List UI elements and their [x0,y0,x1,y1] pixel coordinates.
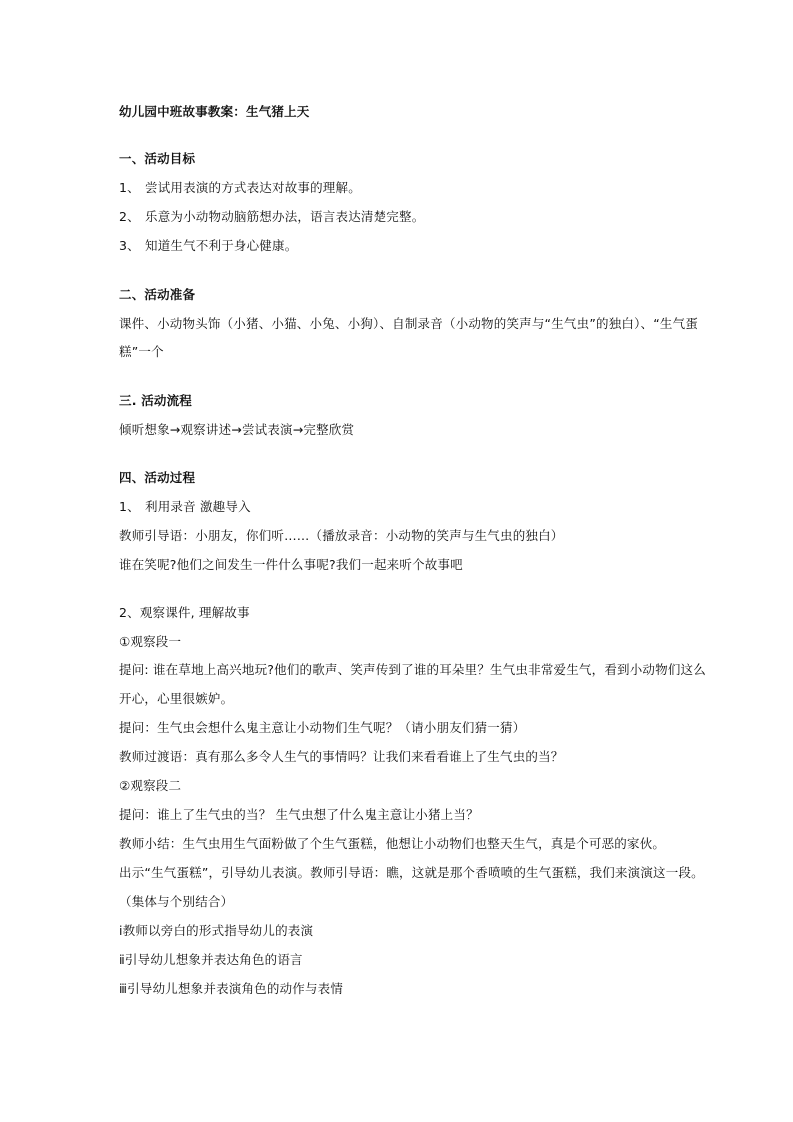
part-2-question: 提问：谁上了生气虫的当？ 生气虫想了什么鬼主意让小猪上当？ [119,807,479,822]
goal-item-3 [119,238,297,254]
section-heading-goals: 一、活动目标 [119,151,196,166]
section-heading-flow: 三. 活动流程 [119,393,193,408]
sub-item-ii: ⅱ引导幼儿想象并表达角色的语言 [119,952,303,967]
part-2-summary: 教师小结：生气虫用生气面粉做了个生气蛋糕，他想让小动物们也整天生气，真是个可恶的家伙。 [119,836,666,851]
goal-item-number: 2、 [119,209,140,224]
preparation-text-line-1: 课件、小动物头饰（小猪、小猫、小兔、小狗）、自制录音（小动物的笑声与“生气虫”的独白）、“生气蛋 [119,316,699,331]
story-question-text: 谁在笑呢?他们之间发生一件什么事呢?我们一起来听个故事吧 [119,557,463,572]
goal-item-text: 知道生气不利于身心健康。 [145,238,298,253]
observe-part-2-label: ②观察段二 [119,778,182,793]
teacher-intro-text: 教师引导语：小朋友，你们听……（播放录音：小动物的笑声与生气虫的独白） [119,528,564,543]
part-2-show-cake: 出示“生气蛋糕”，引导幼儿表演。教师引导语：瞧，这就是那个香喷喷的生气蛋糕，我们来演演这一段。 [119,865,704,880]
process-step-1 [119,499,251,515]
preparation-text-line-2: 糕”一个 [119,344,164,359]
goal-item-2 [119,209,424,225]
goal-item-number: 3、 [119,238,140,253]
part-1-question-2: 提问：生气虫会想什么鬼主意让小动物们生气呢？（请小朋友们猜一猜） [119,720,526,735]
goal-item-text: 尝试用表演的方式表达对故事的理解。 [145,180,361,195]
document-title: 幼儿园中班故事教案：生气猪上天 [119,104,310,119]
section-heading-process: 四、活动过程 [119,470,196,485]
observe-part-1-label: ①观察段一 [119,634,182,649]
goal-item-text: 乐意为小动物动脑筋想办法，语言表达清楚完整。 [145,209,425,224]
part-1-question-1-line-2: 开心，心里很嫉妒。 [119,691,234,706]
part-1-transition: 教师过渡语：真有那么多令人生气的事情吗？让我们来看看谁上了生气虫的当？ [119,749,564,764]
goal-item-1 [119,180,361,196]
flow-text: 倾听想象→观察讲述→尝试表演→完整欣赏 [119,422,355,437]
part-2-note: （集体与个别结合） [119,894,234,909]
part-1-question-1-line-1: 提问: 谁在草地上高兴地玩?他们的歌声、笑声传到了谁的耳朵里？生气虫非常爱生气，看到小动物们这么 [119,662,706,677]
section-heading-preparation: 二、活动准备 [119,287,196,302]
process-step-number: 1、 [119,499,140,514]
process-step-text: 利用录音 激趣导入 [145,499,251,514]
sub-item-i: ⅰ教师以旁白的形式指导幼儿的表演 [119,923,314,938]
goal-item-number: 1、 [119,180,140,195]
process-step-2: 2、观察课件, 理解故事 [119,605,250,620]
sub-item-iii: ⅲ引导幼儿想象并表演角色的动作与表情 [119,981,344,996]
